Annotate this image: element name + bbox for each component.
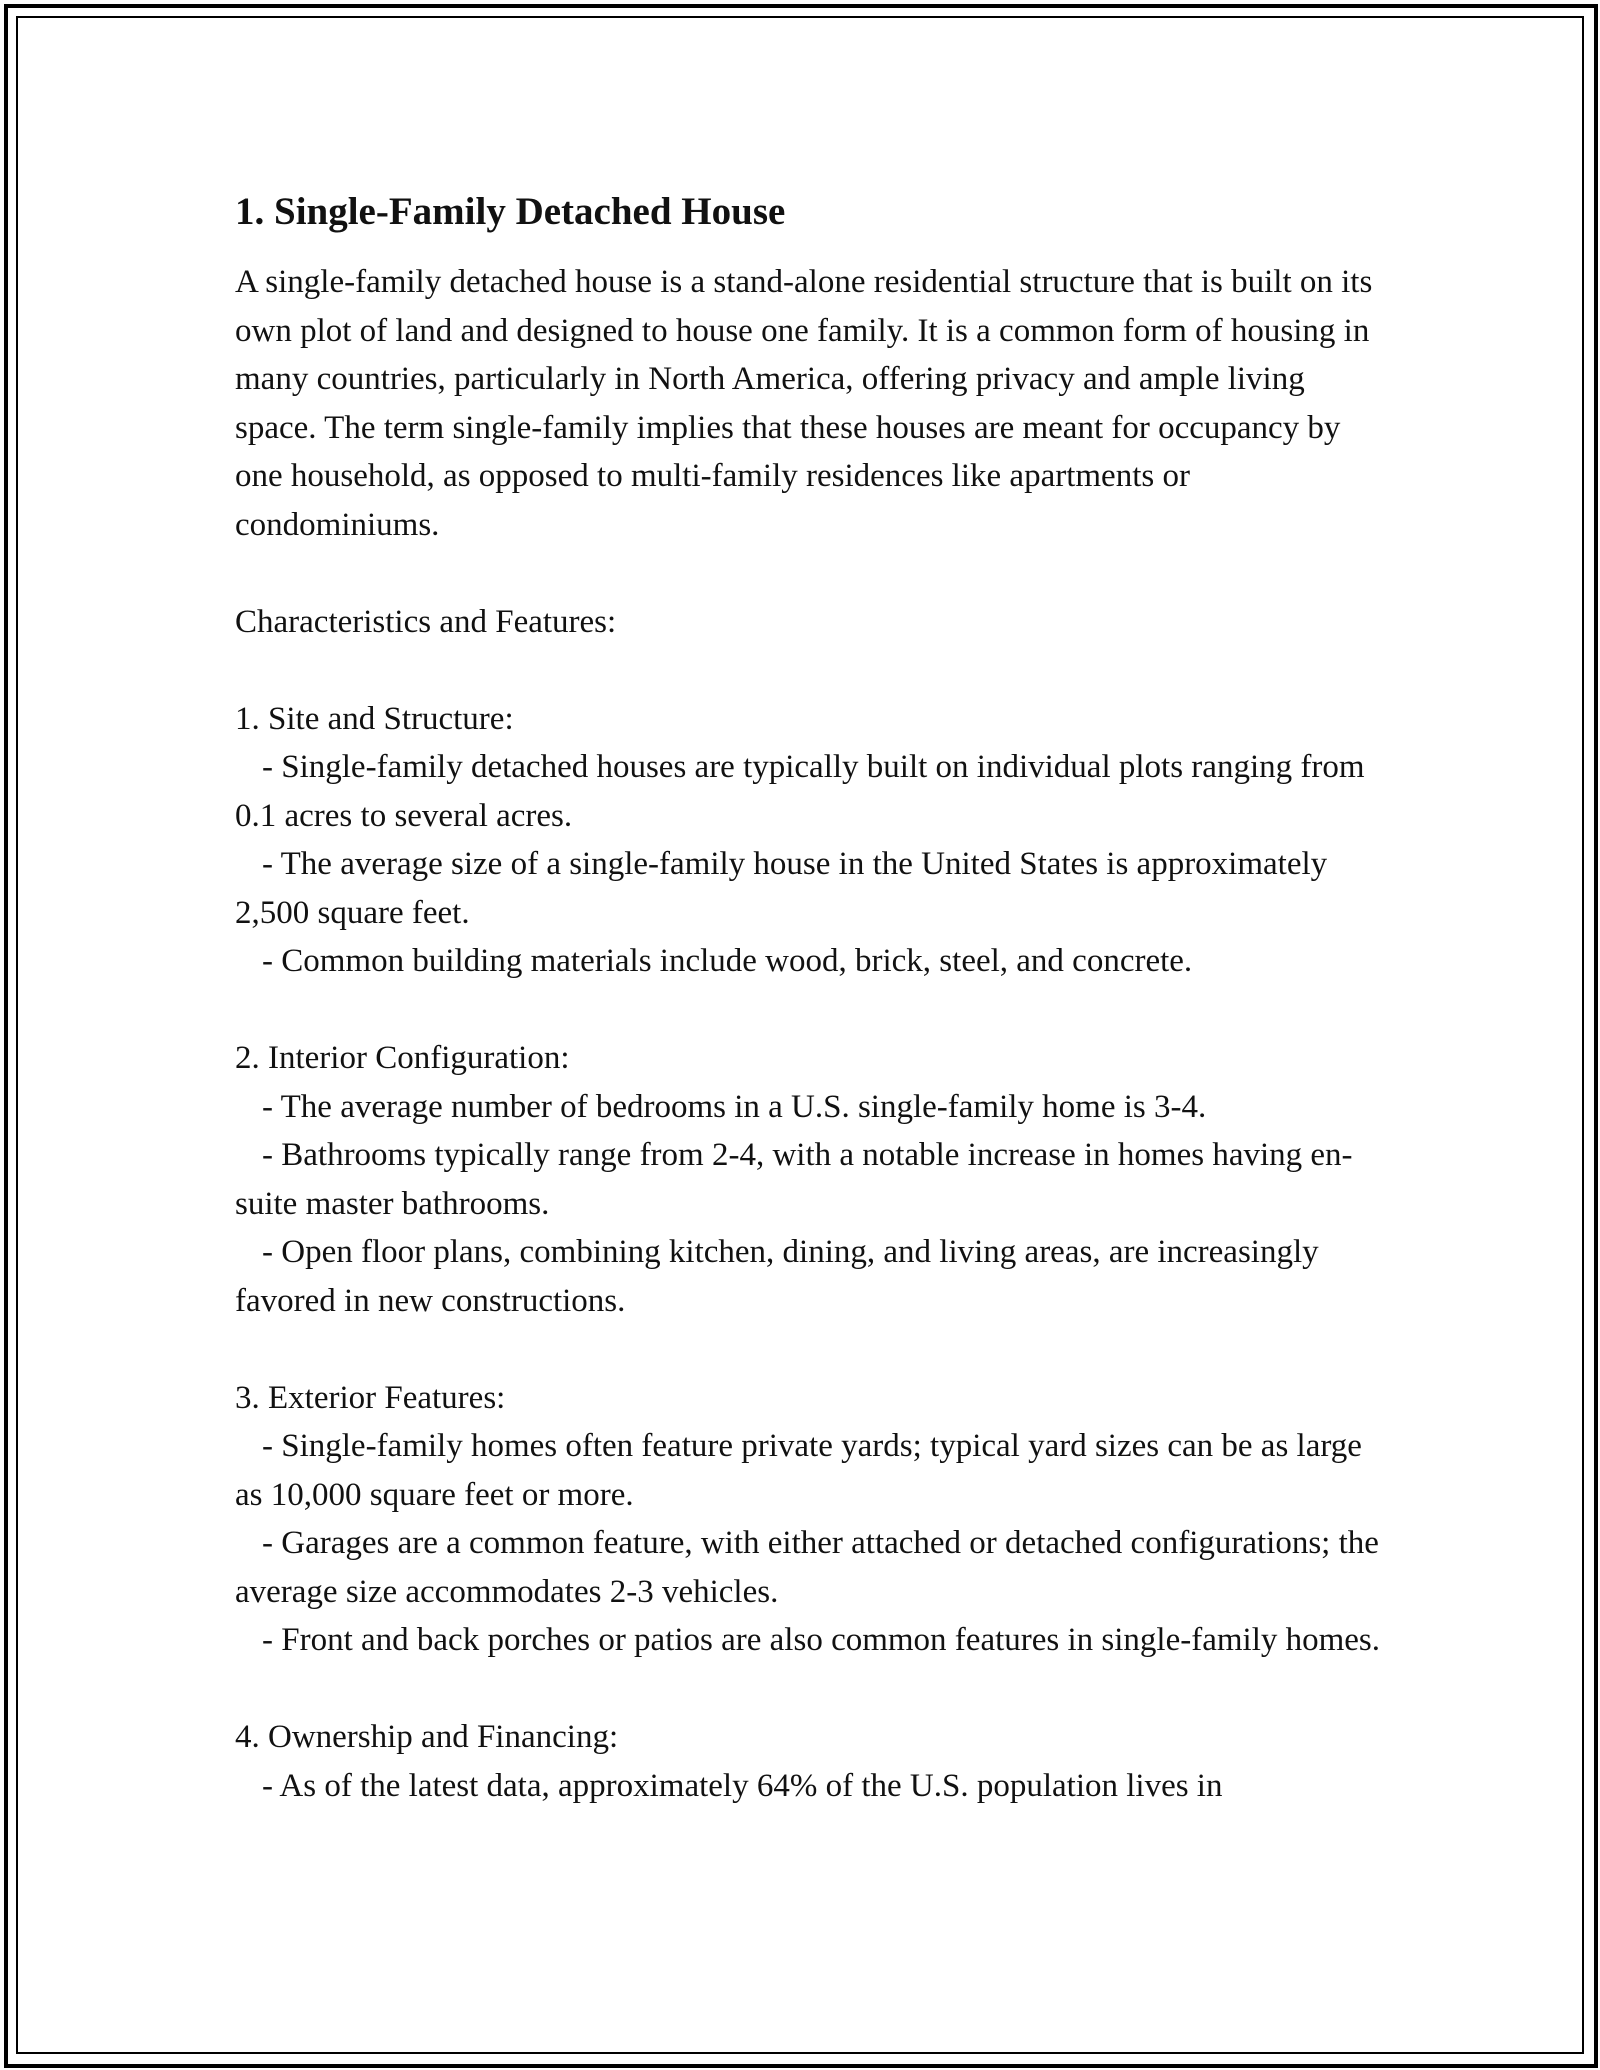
spacer — [235, 986, 1385, 1035]
list-item: - As of the latest data, approximately 64% of the U.S. population lives in — [262, 1767, 1223, 1804]
spacer — [235, 1665, 1385, 1714]
list-item: - Common building materials include wood, brick, steel, and concrete. — [262, 943, 1193, 979]
list-item: - Single-family detached houses are typically built on individual plots ranging from 0.1 acres to several acres. — [235, 749, 1365, 834]
intro-paragraph: A single-family detached house is a stand-alone residential structure that is built on its own plot of land and designed to house one family. It is a common form of housing in many countries, particularly in North America, offering privacy and ample living space. The term single-family implies that these houses are meant for occupancy by one household, as opposed to multi-family residences like apartments or condominiums. — [235, 264, 1373, 543]
list-item: - Front and back porches or patios are also common features in single-family homes. — [262, 1622, 1381, 1658]
list-item: - Open floor plans, combining kitchen, dining, and living areas, are increasingly favored in new constructions. — [235, 1234, 1319, 1319]
list-item: - Single-family homes often feature private yards; typical yard sizes can be as large as 10,000 square feet or more. — [235, 1428, 1362, 1513]
document-title: 1. Single-Family Detached House — [235, 190, 786, 233]
characteristics-heading: Characteristics and Features: — [235, 603, 617, 640]
document-body — [235, 186, 1385, 1810]
list-item: - Bathrooms typically range from 2-4, with a notable increase in homes having en-suite master bathrooms. — [235, 1137, 1353, 1222]
section-exterior-features — [235, 1374, 1385, 1665]
section-site-structure — [235, 695, 1385, 986]
section-heading: 1. Site and Structure: — [235, 700, 514, 737]
section-heading: 3. Exterior Features: — [235, 1379, 506, 1416]
spacer — [235, 1325, 1385, 1374]
spacer — [235, 549, 1385, 598]
section-heading: 4. Ownership and Financing: — [235, 1719, 619, 1755]
list-item: - The average number of bedrooms in a U.S. single-family home is 3-4. — [262, 1088, 1207, 1125]
list-item: - The average size of a single-family house in the United States is approximately 2,500 square feet. — [235, 846, 1328, 931]
section-ownership-financing — [235, 1713, 1385, 1810]
list-item: - Garages are a common feature, with either attached or detached configurations; the average size accommodates 2-3 vehicles. — [235, 1525, 1379, 1610]
section-heading: 2. Interior Configuration: — [235, 1040, 570, 1076]
section-interior-configuration — [235, 1034, 1385, 1325]
spacer — [235, 646, 1385, 695]
